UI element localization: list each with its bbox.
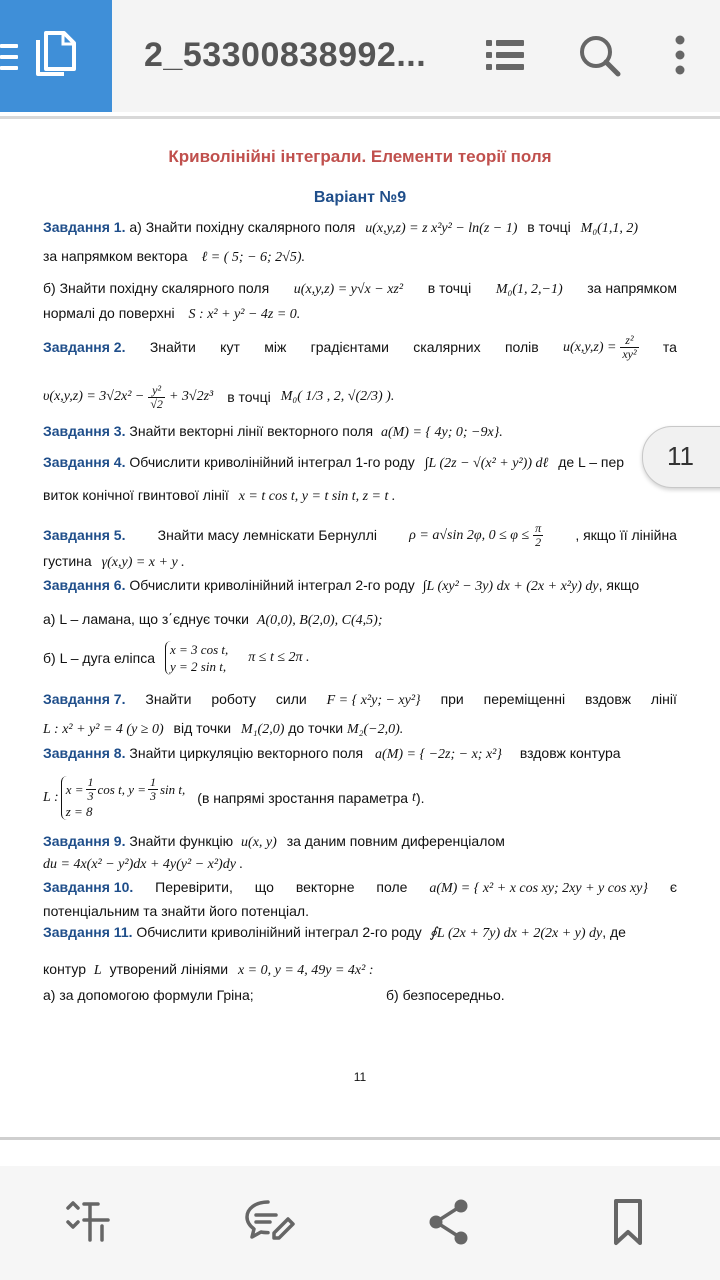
task1-line2: за напрямком вектора ℓ = ( 5; − 6; 2√5). bbox=[43, 248, 306, 265]
equation-system: x = 3 cos t, y = 2 sin t, bbox=[165, 641, 228, 675]
task2-line1: Завдання 2. Знайти кут між градієнтами скалярних полів u(x,y,z) = $\frac{\text{z²}}{\text{xy²}}$ та bbox=[43, 332, 677, 361]
search-icon[interactable] bbox=[578, 34, 622, 78]
task-label: Завдання 3. bbox=[43, 423, 126, 439]
task6-line2: а) L – ламана, що з΄єднує точки A(0,0), B(2,0), C(4,5); bbox=[43, 611, 383, 628]
document-icon[interactable] bbox=[34, 30, 78, 78]
task4-line1: Завдання 4. Обчислити криволінійний інтеграл 1-го роду ∫L (2z − √(x² + y²)) dℓ де L – пер bbox=[43, 454, 625, 471]
list-icon[interactable] bbox=[484, 34, 526, 76]
task-label: Завдання 8. bbox=[43, 745, 126, 761]
task-label: Завдання 11. bbox=[43, 924, 133, 940]
task6-line1: Завдання 6. Обчислити криволінійний інтеграл 2-го роду ∫L (xy² − 3y) dx + (2x + x²y) dy, якщо bbox=[43, 577, 640, 594]
task-label: Завдання 9. bbox=[43, 833, 126, 849]
bottom-divider bbox=[0, 1137, 720, 1140]
more-vert-icon[interactable] bbox=[672, 34, 688, 76]
task7-line2: L : x² + y² = 4 (y ≥ 0) від точки M₁(2,0) до точки M₂(−2,0). bbox=[43, 720, 404, 737]
fit-width-icon[interactable] bbox=[64, 1198, 112, 1246]
menu-tile[interactable] bbox=[0, 0, 112, 112]
equation-system: x = $\frac{1}{3}$ cos t, y = $\frac{1}{3}$ sin t, z = 8 bbox=[61, 776, 186, 820]
document-title: 2_53300838992... bbox=[144, 36, 427, 74]
task1-line3: б) Знайти похідну скалярного поля u(x,y,z) = y√x − xz² в точці M₀(1, 2,−1) за напрямком bbox=[43, 280, 677, 297]
page-title: Криволінійні інтеграли. Елементи теорії поля bbox=[168, 147, 552, 166]
task10-line2: потенціальним та знайти його потенціал. bbox=[43, 903, 309, 919]
task-label: Завдання 1. bbox=[43, 219, 126, 235]
task-label: Завдання 5. bbox=[43, 527, 126, 543]
task-label: Завдання 7. bbox=[43, 691, 126, 707]
task-label: Завдання 4. bbox=[43, 454, 126, 470]
page-indicator-badge[interactable]: 11 bbox=[642, 426, 720, 488]
fraction: $\frac{\text{y²}}{√2}$ bbox=[150, 382, 163, 411]
task5-line1: Завдання 5. Знайти масу лемніскати Бернуллі ρ = a√sin 2φ, 0 ≤ φ ≤ $\frac{\pi}{2}$ , якщо її лінійна bbox=[43, 520, 677, 549]
fraction: $\frac{\pi}{2}$ bbox=[535, 520, 542, 549]
task10-line1: Завдання 10. Перевірити, що векторне поле a(M) = { x² + x cos xy; 2xy + y cos xy} є bbox=[43, 879, 677, 896]
task8-line2: L : x = $\frac{1}{3}$ cos t, y = $\frac{1}{3}$ sin t, z = 8 (в напрямі зростання параметра t ). bbox=[43, 775, 425, 819]
task5-line2: густина γ(x,y) = x + y . bbox=[43, 553, 185, 570]
task6-line3: б) L – дуга еліпса x = 3 cos t, y = 2 sin t, π ≤ t ≤ 2π . bbox=[43, 642, 310, 674]
task11-line3: а) за допомогою формули Гріна; б) безпосередньо. bbox=[43, 987, 505, 1003]
task8-line1: Завдання 8. Знайти циркуляцію векторного поля a(M) = { −2z; − x; x²} вздовж контура bbox=[43, 745, 621, 762]
task-label: Завдання 2. bbox=[43, 339, 126, 355]
bottom-toolbar bbox=[0, 1166, 720, 1280]
task3-line1: Завдання 3. Знайти векторні лінії векторного поля a(M) = { 4y; 0; −9x}. bbox=[43, 423, 503, 440]
task9-line2: du = 4x(x² − y²)dx + 4y(y² − x²)dy . bbox=[43, 857, 243, 872]
task1-line4: нормалі до поверхні S : x² + y² − 4z = 0. bbox=[43, 305, 301, 322]
task7-line1: Завдання 7. Знайти роботу сили F = { x²y; − xy²} при переміщенні вздовж лінії bbox=[43, 691, 677, 708]
task11-line2: контур L утворений лініями x = 0, y = 4, 49y = 4x² : bbox=[43, 961, 374, 978]
task2-line2: υ(x,y,z) = 3√2x² − $\frac{\text{y²}}{√2}$ + 3√2z³ в точці M₀( 1/3 , 2, √(2/3) ). bbox=[43, 382, 395, 411]
bookmark-icon[interactable] bbox=[612, 1198, 644, 1246]
variant-heading: Варіант №9 bbox=[313, 189, 407, 206]
task4-line2: виток конічної гвинтової лінії x = t cos t, y = t sin t, z = t . bbox=[43, 487, 396, 504]
menu-icon[interactable] bbox=[0, 44, 18, 77]
task1-line1: Завдання 1. а) Знайти похідну скалярного поля u(x,y,z) = z x²y² − ln(z − 1) в точці M₀(1,1, 2) bbox=[43, 219, 639, 236]
share-icon[interactable] bbox=[428, 1198, 470, 1246]
task-label: Завдання 6. bbox=[43, 577, 126, 593]
comment-edit-icon[interactable] bbox=[244, 1198, 298, 1246]
document-page[interactable] bbox=[0, 119, 720, 1137]
page-number: 11 bbox=[353, 1070, 367, 1084]
task9-line1: Завдання 9. Знайти функцію u(x, y) за даним повним диференціалом bbox=[43, 833, 505, 850]
top-app-bar bbox=[0, 0, 720, 112]
task11-line1: Завдання 11. Обчислити криволінійний інтеграл 2-го роду ∮L (2x + 7y) dx + 2(2x + y) dy, де bbox=[43, 924, 626, 941]
fraction: $\frac{\text{z²}}{\text{xy²}}$ bbox=[622, 332, 637, 361]
task-label: Завдання 10. bbox=[43, 879, 134, 895]
